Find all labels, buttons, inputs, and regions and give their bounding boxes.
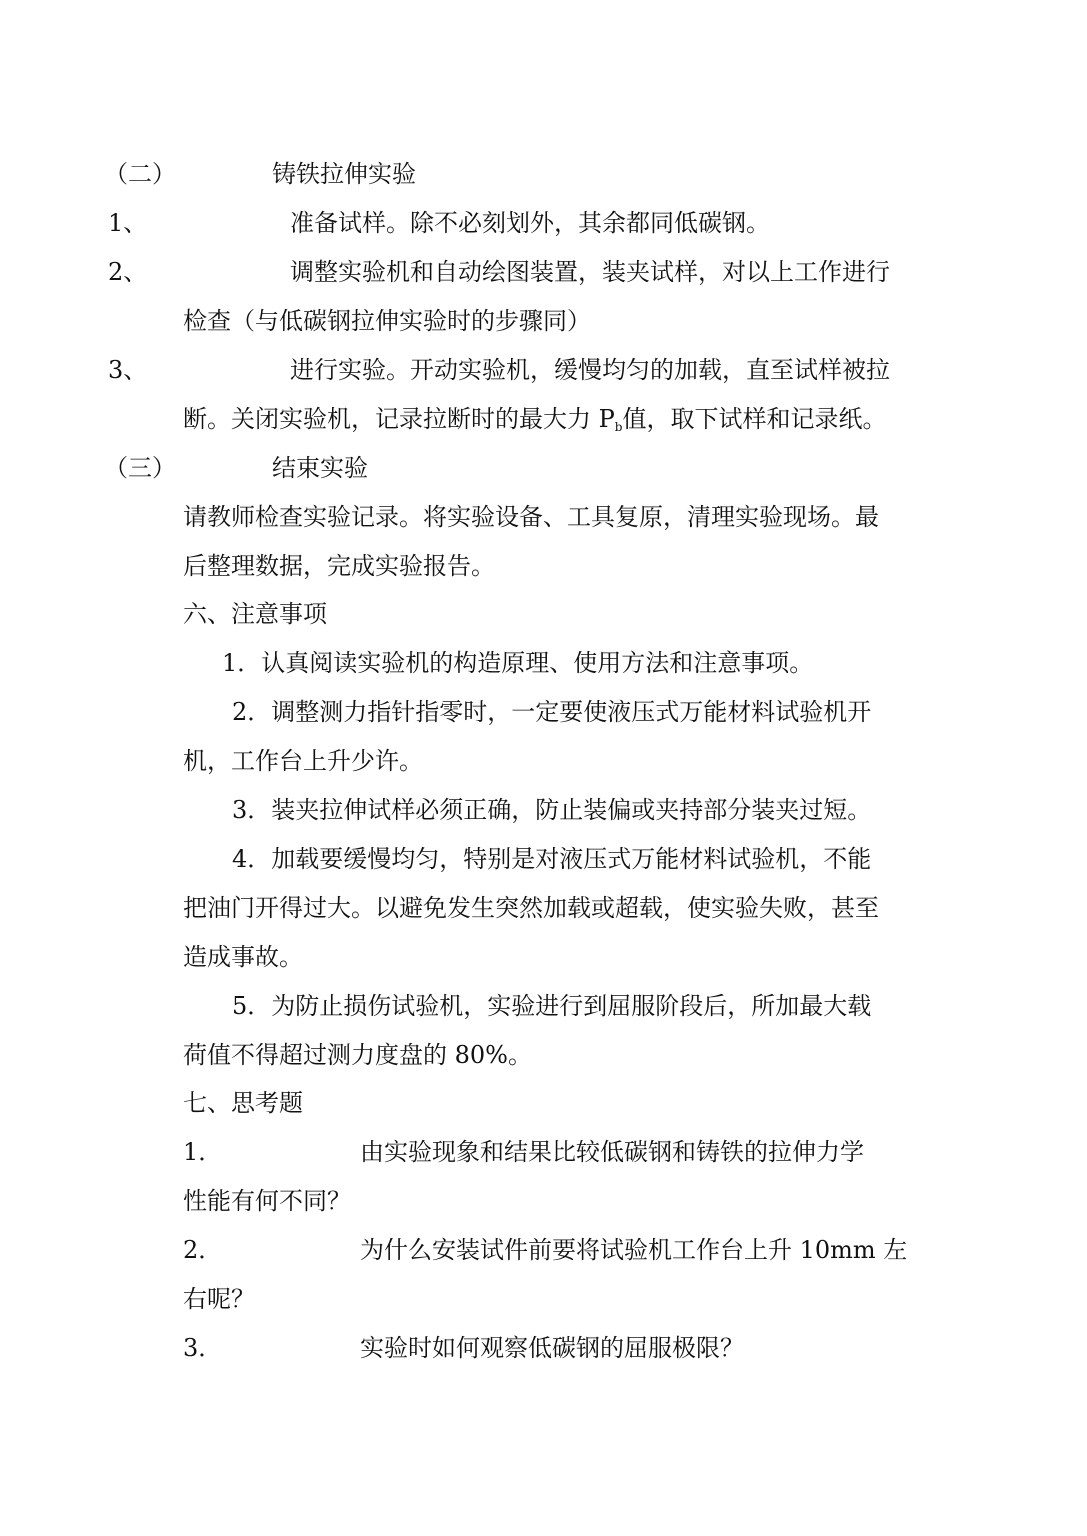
note-item-5-cont: 荷值不得超过测力度盘的 80%。	[183, 1041, 532, 1069]
step-text-1: 准备试样。除不必刻划外，其余都同低碳钢。	[290, 209, 770, 237]
note-item-1: 1．认真阅读实验机的构造原理、使用方法和注意事项。	[222, 649, 814, 677]
note-item-4-cont: 把油门开得过大。以避免发生突然加载或超载，使实验失败，甚至	[183, 894, 879, 922]
section-heading-6: 六、注意事项	[183, 600, 327, 628]
step-text-2-cont: 检查（与低碳钢拉伸实验时的步骤同）	[183, 307, 591, 335]
note-item-5: 5．为防止损伤试验机，实验进行到屈服阶段后，所加最大载	[232, 992, 872, 1020]
question-text-2: 为什么安装试件前要将试验机工作台上升 10mm 左	[360, 1236, 908, 1264]
step-number-1: 1、	[108, 209, 148, 237]
section-marker-3: （三）	[104, 454, 176, 482]
note-item-2: 2．调整测力指针指零时，一定要使液压式万能材料试验机开	[232, 698, 872, 726]
step-number-3: 3、	[108, 356, 148, 384]
section-title-3: 结束实验	[272, 454, 368, 482]
section-marker-2: （二）	[104, 160, 176, 188]
note-item-4: 4．加载要缓慢均匀，特别是对液压式万能材料试验机，不能	[232, 845, 872, 873]
question-text-1-cont: 性能有何不同？	[183, 1187, 351, 1215]
step-text-3-cont-a: 断。关闭实验机，记录拉断时的最大力 P	[183, 405, 615, 433]
step-number-2: 2、	[108, 258, 148, 286]
subscript-b: b	[614, 420, 623, 434]
note-item-2-cont: 机，工作台上升少许。	[183, 747, 423, 775]
note-item-3: 3．装夹拉伸试样必须正确，防止装偏或夹持部分装夹过短。	[232, 796, 872, 824]
section-heading-7: 七、思考题	[183, 1089, 303, 1117]
step-text-3-cont-b: 值，取下试样和记录纸。	[622, 405, 887, 433]
section-title-2: 铸铁拉伸实验	[272, 160, 416, 188]
paragraph-line: 请教师检查实验记录。将实验设备、工具复原，清理实验现场。最	[183, 503, 879, 531]
question-text-2-cont: 右呢？	[183, 1285, 255, 1313]
step-text-2: 调整实验机和自动绘图装置，装夹试样，对以上工作进行	[290, 258, 890, 286]
question-number-2: 2．	[183, 1236, 223, 1264]
question-text-1: 由实验现象和结果比较低碳钢和铸铁的拉伸力学	[360, 1138, 864, 1166]
question-text-3: 实验时如何观察低碳钢的屈服极限？	[360, 1334, 744, 1362]
step-text-3-cont	[183, 404, 886, 442]
note-item-4-cont: 造成事故。	[183, 943, 303, 971]
paragraph-line: 后整理数据，完成实验报告。	[183, 552, 495, 580]
question-number-1: 1．	[183, 1138, 223, 1166]
step-text-3: 进行实验。开动实验机，缓慢均匀的加载，直至试样被拉	[290, 356, 890, 384]
question-number-3: 3．	[183, 1334, 223, 1362]
